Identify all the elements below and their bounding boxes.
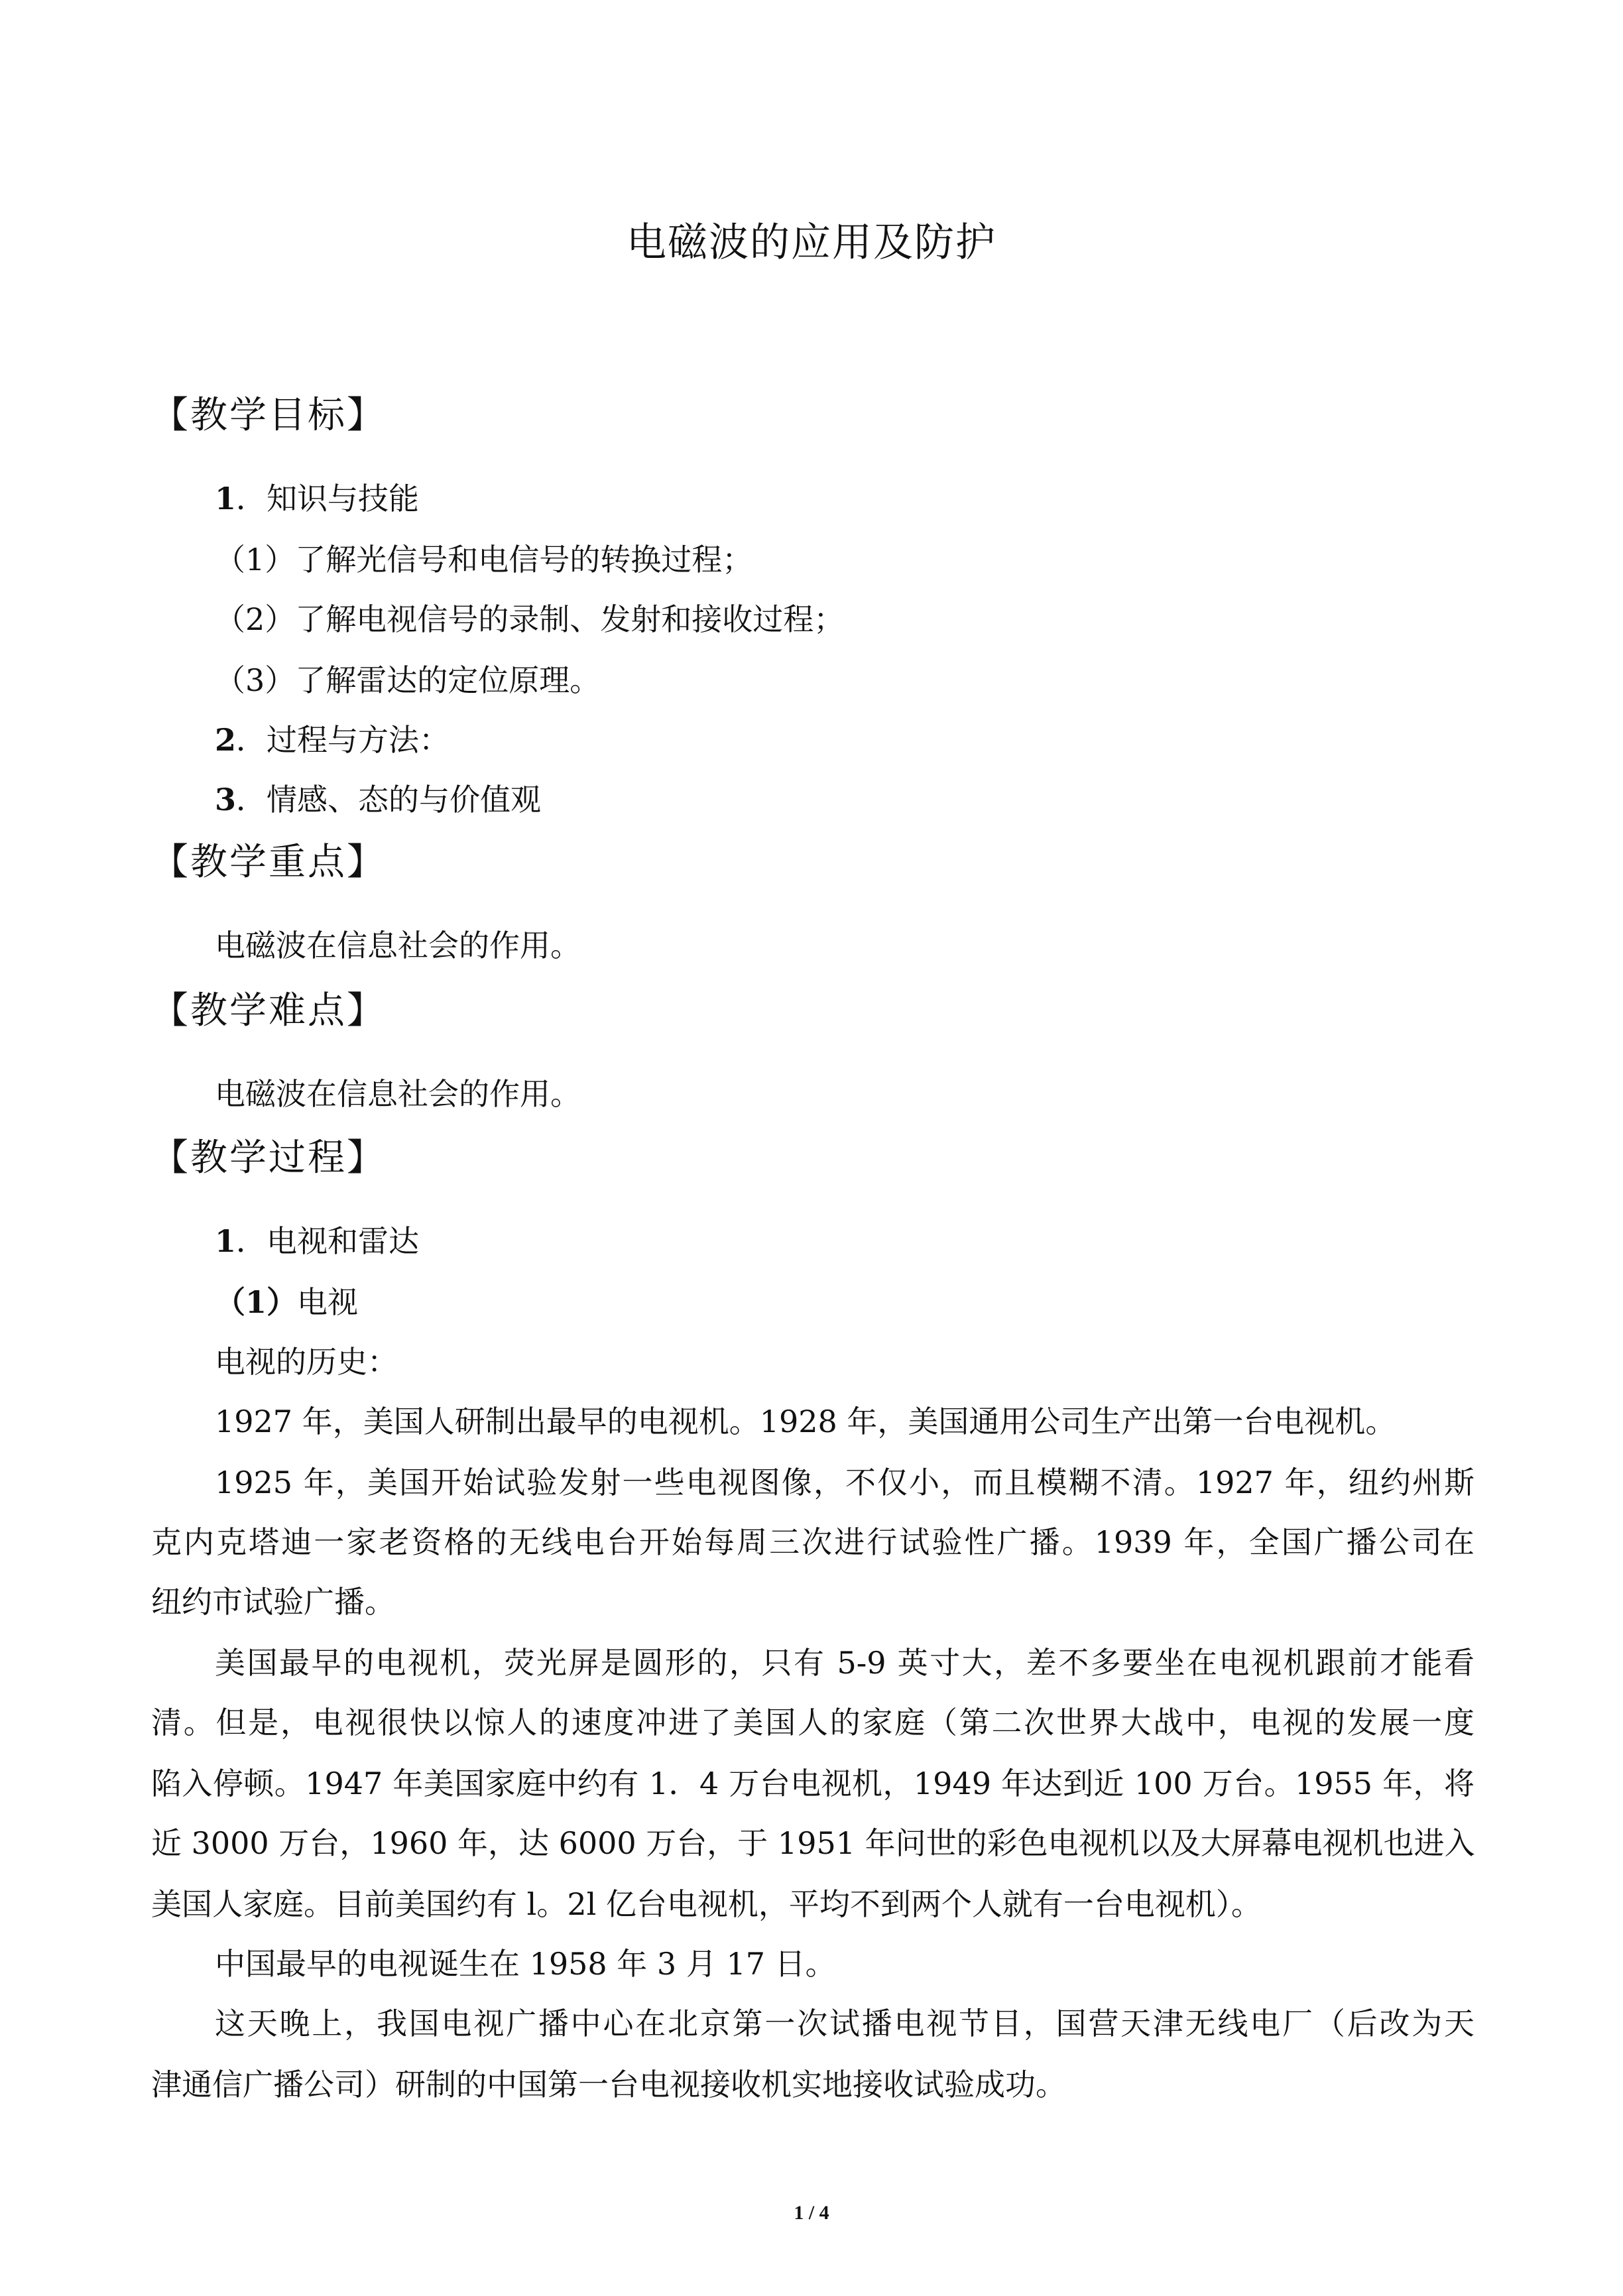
section-heading-key-points: 【教学重点】 bbox=[151, 841, 386, 884]
paragraph-3-line-2: 清。但是，电视很快以惊人的速度冲进了美国人的家庭（第二次世界大战中，电视的发展一度 bbox=[151, 1705, 1474, 1740]
objective-sub-1: （1）了解光信号和电信号的转换过程； bbox=[215, 542, 753, 577]
process-sub-1-text: 电视 bbox=[297, 1284, 359, 1320]
objective-sub-2: （2）了解电视信号的录制、发射和接收过程； bbox=[215, 601, 845, 637]
difficulties-text: 电磁波在信息社会的作用。 bbox=[215, 1076, 581, 1112]
section-heading-objectives: 【教学目标】 bbox=[151, 394, 386, 437]
process-sub-1 bbox=[215, 1282, 358, 1322]
paragraph-2-line-2: 克内克塔迪一家老资格的无线电台开始每周三次进行试验性广播。1939 年，全国广播公司在 bbox=[151, 1524, 1474, 1560]
objective-item-1-text: ．知识与技能 bbox=[236, 481, 420, 516]
objective-sub-3: （3）了解雷达的定位原理。 bbox=[215, 662, 601, 698]
objective-item-3-number: 3 bbox=[215, 782, 237, 817]
process-item-1 bbox=[215, 1221, 419, 1261]
paragraph-3-line-4: 近 3000 万台，1960 年，达 6000 万台，于 1951 年问世的彩色电视机以及大屏幕电视机也进入 bbox=[151, 1825, 1475, 1861]
objective-item-2-number: 2 bbox=[215, 722, 237, 758]
paragraph-3-line-5: 美国人家庭。目前美国约有 l。2l 亿台电视机，平均不到两个人就有一台电视机）。 bbox=[151, 1886, 1262, 1922]
paragraph-3-line-1: 美国最早的电视机，荧光屏是圆形的，只有 5-9 英寸大，差不多要坐在电视机跟前才能看 bbox=[215, 1645, 1474, 1681]
objective-item-1-number: 1 bbox=[215, 481, 237, 516]
paragraph-2-line-1: 1925 年，美国开始试验发射一些电视图像，不仅小，而且模糊不清。1927 年，纽约州斯 bbox=[215, 1465, 1474, 1500]
paragraph-5-line-1: 这天晚上，我国电视广播中心在北京第一次试播电视节目，国营天津无线电厂（后改为天 bbox=[215, 2006, 1474, 2041]
process-sub-1-number: （1） bbox=[215, 1284, 298, 1320]
objective-item-2 bbox=[215, 720, 450, 760]
objective-item-1 bbox=[215, 479, 419, 518]
section-heading-process: 【教学过程】 bbox=[151, 1136, 386, 1179]
process-item-1-number: 1 bbox=[215, 1223, 237, 1259]
objective-item-3 bbox=[215, 780, 541, 819]
process-item-1-text: ．电视和雷达 bbox=[236, 1223, 420, 1259]
section-heading-difficulties: 【教学难点】 bbox=[151, 989, 386, 1032]
paragraph-4: 中国最早的电视诞生在 1958 年 3 月 17 日。 bbox=[215, 1946, 836, 1982]
objective-item-2-text: ．过程与方法： bbox=[236, 722, 450, 758]
page-indicator: 1 / 4 bbox=[794, 2202, 829, 2224]
paragraph-5-line-2: 津通信广播公司）研制的中国第一台电视接收机实地接收试验成功。 bbox=[151, 2067, 1066, 2102]
tv-history-label: 电视的历史： bbox=[215, 1344, 398, 1380]
key-points-text: 电磁波在信息社会的作用。 bbox=[215, 928, 581, 963]
objective-item-3-text: ．情感、态的与价值观 bbox=[236, 782, 542, 817]
paragraph-3-line-3: 陷入停顿。1947 年美国家庭中约有 1．4 万台电视机，1949 年达到近 100 万台。1955 年，将 bbox=[151, 1766, 1474, 1801]
document-title: 电磁波的应用及防护 bbox=[627, 219, 996, 266]
paragraph-1: 1927 年，美国人研制出最早的电视机。1928 年，美国通用公司生产出第一台电视机。 bbox=[215, 1404, 1396, 1439]
paragraph-2-line-3: 纽约市试验广播。 bbox=[151, 1584, 395, 1620]
